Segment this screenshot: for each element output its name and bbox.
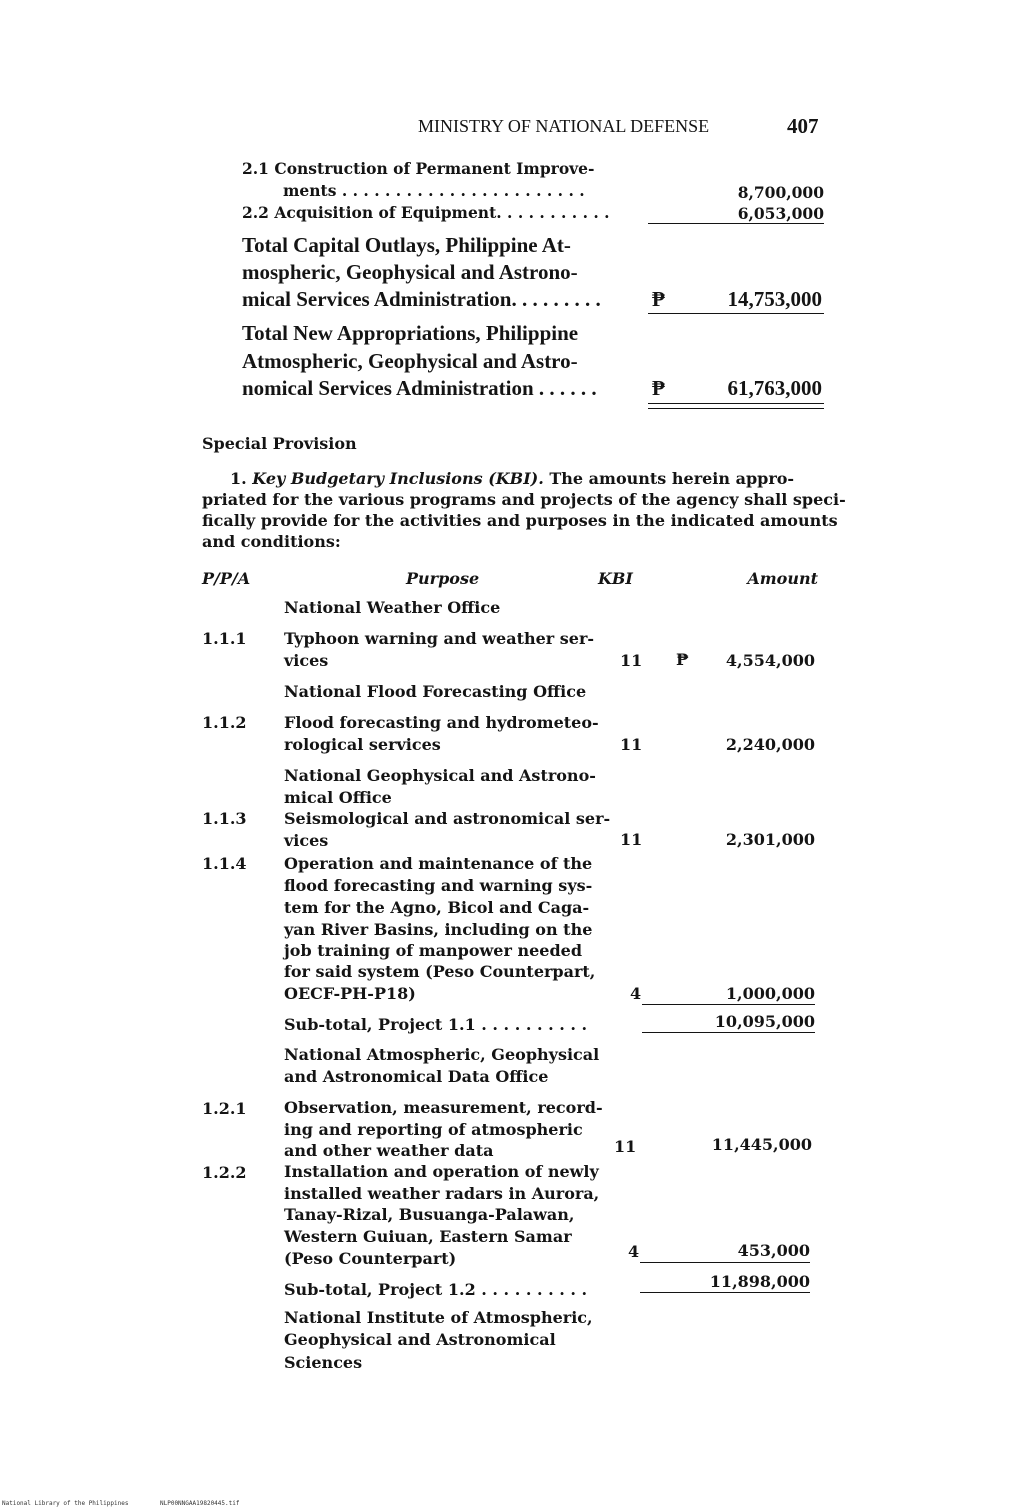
- special-provision-heading: Special Provision: [202, 434, 357, 453]
- special-provision-para-line: [230, 468, 794, 490]
- purpose-line: OECF-PH-P18): [284, 984, 416, 1003]
- ppa-code: 1.1.2: [202, 713, 247, 732]
- col-header-amount: Amount: [747, 569, 818, 588]
- purpose-line: installed weather radars in Aurora,: [284, 1184, 600, 1203]
- total-capital-line: mical Services Administration. . . . . . . . .: [242, 287, 601, 311]
- capital-item-amount: 8,700,000: [737, 183, 824, 202]
- purpose-line: Operation and maintenance of the: [284, 854, 593, 873]
- special-provision-para-line: and conditions:: [202, 532, 341, 551]
- purpose-line: and other weather data: [284, 1141, 494, 1160]
- amount-value: 2,240,000: [725, 735, 815, 754]
- kbi-value: 4: [628, 1242, 640, 1261]
- scan-footer-filename: NLP00NNGAA19820445.tif: [160, 1500, 240, 1507]
- office-heading: and Astronomical Data Office: [284, 1067, 549, 1086]
- double-underline-rule: [648, 403, 824, 404]
- office-heading: National Institute of Atmospheric,: [284, 1308, 593, 1327]
- total-new-line: nomical Services Administration . . . . . .: [242, 376, 597, 400]
- purpose-line: Western Guiuan, Eastern Samar: [284, 1227, 572, 1246]
- underline-rule: [640, 1262, 810, 1263]
- ppa-code: 1.1.1: [202, 629, 247, 648]
- kbi-term: Key Budgetary Inclusions (KBI).: [252, 469, 544, 488]
- office-heading: National Atmospheric, Geophysical: [284, 1045, 600, 1064]
- purpose-line: flood forecasting and warning sys-: [284, 876, 593, 895]
- kbi-value: 11: [614, 1137, 637, 1156]
- total-new-amount: 61,763,000: [727, 376, 822, 400]
- special-provision-para-line: priated for the various programs and projects of the agency shall speci-: [202, 490, 846, 509]
- ppa-code: 1.2.1: [202, 1099, 247, 1118]
- office-heading: National Geophysical and Astrono-: [284, 766, 596, 785]
- page-number: 407: [787, 114, 819, 138]
- col-header-ppa: P/P/A: [202, 569, 251, 588]
- underline-rule: [648, 223, 824, 224]
- total-capital-amount: 14,753,000: [727, 287, 822, 311]
- amount-value: 2,301,000: [725, 830, 815, 849]
- kbi-value: 4: [630, 984, 642, 1003]
- purpose-line: Installation and operation of newly: [284, 1162, 599, 1181]
- ppa-code: 1.1.4: [202, 854, 247, 873]
- col-header-kbi: KBI: [598, 569, 633, 588]
- underline-rule: [642, 1032, 815, 1033]
- subtotal-label: Sub-total, Project 1.2 . . . . . . . . . .: [284, 1280, 588, 1299]
- purpose-line: rological services: [284, 735, 441, 754]
- purpose-line: ing and reporting of atmospheric: [284, 1120, 583, 1139]
- amount-value: 1,000,000: [725, 984, 815, 1003]
- purpose-line: vices: [284, 831, 329, 850]
- running-header-title: MINISTRY OF NATIONAL DEFENSE: [418, 116, 710, 136]
- office-heading: Geophysical and Astronomical: [284, 1330, 556, 1349]
- capital-item-label: 2.1 Construction of Permanent Improve-: [242, 159, 595, 178]
- kbi-value: 11: [620, 735, 643, 754]
- para-text: The amounts herein appro-: [543, 469, 795, 488]
- subtotal-amount: 11,898,000: [709, 1272, 810, 1291]
- total-capital-line: mospheric, Geophysical and Astrono-: [242, 260, 578, 284]
- peso-sign: ₱: [652, 376, 665, 400]
- office-heading: Sciences: [284, 1353, 363, 1372]
- amount-value: 4,554,000: [725, 651, 815, 670]
- kbi-value: 11: [620, 830, 643, 849]
- purpose-line: vices: [284, 651, 329, 670]
- total-new-line: Total New Appropriations, Philippine: [242, 321, 579, 345]
- purpose-line: yan River Basins, including on the: [284, 920, 593, 939]
- amount-value: 11,445,000: [711, 1135, 812, 1154]
- kbi-value: 11: [620, 651, 643, 670]
- purpose-line: Typhoon warning and weather ser-: [284, 629, 595, 648]
- capital-item-label: 2.2 Acquisition of Equipment. . . . . . . . . . .: [242, 203, 610, 222]
- capital-item-label-cont: ments . . . . . . . . . . . . . . . . . . . . . . .: [283, 181, 585, 200]
- office-heading: National Weather Office: [284, 598, 501, 617]
- purpose-line: tem for the Agno, Bicol and Caga-: [284, 898, 590, 917]
- purpose-line: Seismological and astronomical ser-: [284, 809, 611, 828]
- peso-sign: ₱: [652, 287, 665, 311]
- underline-rule: [648, 313, 824, 314]
- special-provision-para-line: fically provide for the activities and purposes in the indicated amounts: [202, 511, 838, 530]
- purpose-line: Flood forecasting and hydrometeo-: [284, 713, 599, 732]
- col-header-purpose: Purpose: [406, 569, 480, 588]
- capital-item-amount: 6,053,000: [737, 204, 824, 223]
- total-capital-line: Total Capital Outlays, Philippine At-: [242, 233, 571, 257]
- double-underline-rule: [648, 408, 824, 409]
- purpose-line: Tanay-Rizal, Busuanga-Palawan,: [284, 1205, 575, 1224]
- subtotal-amount: 10,095,000: [714, 1012, 815, 1031]
- underline-rule: [640, 1292, 810, 1293]
- purpose-line: (Peso Counterpart): [284, 1249, 457, 1268]
- total-new-line: Atmospheric, Geophysical and Astro-: [242, 349, 578, 373]
- office-heading: mical Office: [284, 788, 392, 807]
- para-lead: 1.: [230, 469, 253, 488]
- ppa-code: 1.1.3: [202, 809, 247, 828]
- scan-footer-source: National Library of the Philippines: [2, 1500, 129, 1507]
- amount-value: 453,000: [737, 1241, 810, 1260]
- purpose-line: job training of manpower needed: [284, 941, 582, 960]
- ppa-code: 1.2.2: [202, 1163, 247, 1182]
- purpose-line: Observation, measurement, record-: [284, 1098, 603, 1117]
- office-heading: National Flood Forecasting Office: [284, 682, 587, 701]
- peso-sign: ₱: [676, 650, 689, 669]
- purpose-line: for said system (Peso Counterpart,: [284, 962, 596, 981]
- subtotal-label: Sub-total, Project 1.1 . . . . . . . . . .: [284, 1015, 588, 1034]
- underline-rule: [642, 1004, 815, 1005]
